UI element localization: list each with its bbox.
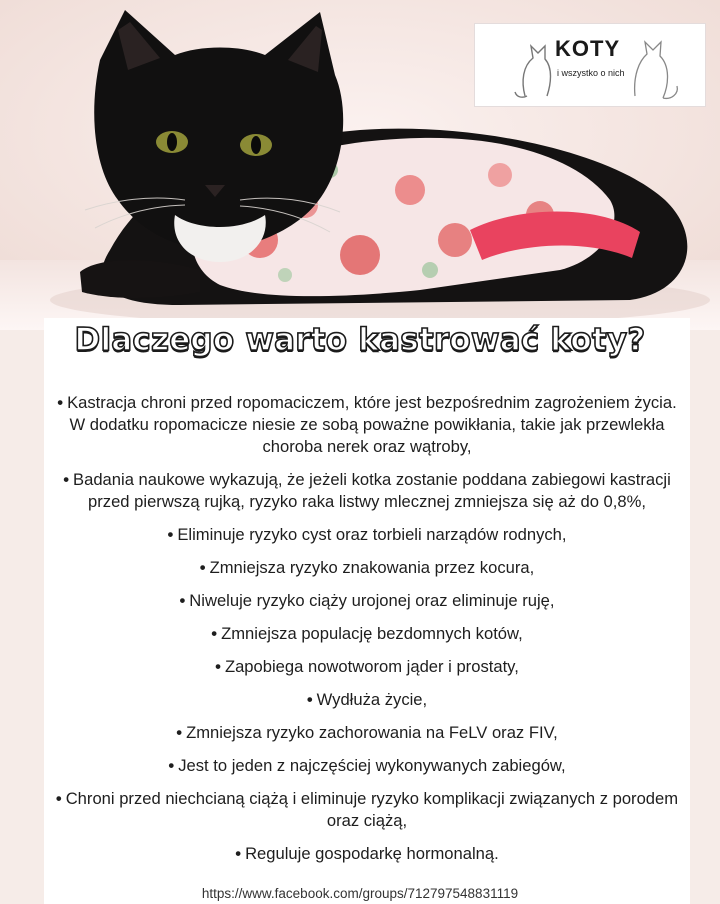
list-item — [54, 689, 680, 711]
benefits-list — [54, 392, 680, 876]
list-item — [54, 590, 680, 612]
list-item — [54, 392, 680, 458]
list-item — [54, 722, 680, 744]
bullet: • — [57, 393, 64, 412]
list-item-text: Reguluje gospodarkę hormonalną. — [245, 844, 499, 863]
list-item-text: Chroni przed niechcianą ciążą i eliminuje ryzyko komplikacji związanych z porodem oraz ciążą, — [65, 789, 679, 830]
list-item-text: Badania naukowe wykazują, że jeżeli kotka zostanie poddana zabiegowi kastracji przed pierwszą rujką, ryzyko raka listwy mlecznej zmniejsza się aż do 0,8%, — [73, 470, 671, 511]
list-item-text: Kastracja chroni przed ropomaciczem, które jest bezpośrednim zagrożeniem życia. W dodatku ropomacicze niesie ze sobą poważne powikłania, takie jak przewlekła choroba nerek oraz wątroby, — [67, 393, 677, 456]
list-item-text: Zmniejsza ryzyko znakowania przez kocura, — [209, 558, 535, 577]
logo-subtitle: i wszystko o nich — [557, 68, 625, 78]
list-item — [54, 656, 680, 678]
bullet: • — [55, 789, 62, 808]
list-item — [54, 755, 680, 777]
bullet: • — [199, 558, 206, 577]
list-item — [54, 788, 680, 832]
list-item-text: Niweluje ryzyko ciąży urojonej oraz eliminuje ruję, — [189, 591, 555, 610]
bullet: • — [63, 470, 70, 489]
bullet: • — [235, 844, 242, 863]
list-item — [54, 557, 680, 579]
list-item-text: Jest to jeden z najczęściej wykonywanych zabiegów, — [178, 756, 566, 775]
bullet: • — [215, 657, 221, 676]
list-item-text: Zmniejsza populację bezdomnych kotów, — [221, 624, 523, 643]
list-item-text: Eliminuje ryzyko cyst oraz torbieli narządów rodnych, — [177, 525, 567, 544]
list-item-text: Zmniejsza ryzyko zachorowania na FeLV oraz FIV, — [186, 723, 558, 742]
list-item — [54, 524, 680, 546]
bullet: • — [168, 756, 175, 775]
cat-silhouette-right-icon — [625, 26, 685, 106]
bullet: • — [167, 525, 174, 544]
bullet: • — [179, 591, 186, 610]
list-item-text: Zapobiega nowotworom jąder i prostaty, — [224, 657, 519, 676]
bullet: • — [306, 690, 313, 709]
facebook-group-link[interactable]: https://www.facebook.com/groups/712797548831119 — [201, 886, 519, 901]
headline: Dlaczego warto kastrować koty? — [74, 322, 646, 358]
list-item — [54, 469, 680, 513]
bullet: • — [211, 624, 218, 643]
bullet: • — [176, 723, 183, 742]
list-item-text: Wydłuża życie, — [316, 690, 428, 709]
logo — [474, 23, 706, 107]
logo-title: KOTY — [555, 36, 621, 61]
list-item — [54, 843, 680, 865]
cat-photo — [0, 0, 720, 330]
list-item — [54, 623, 680, 645]
